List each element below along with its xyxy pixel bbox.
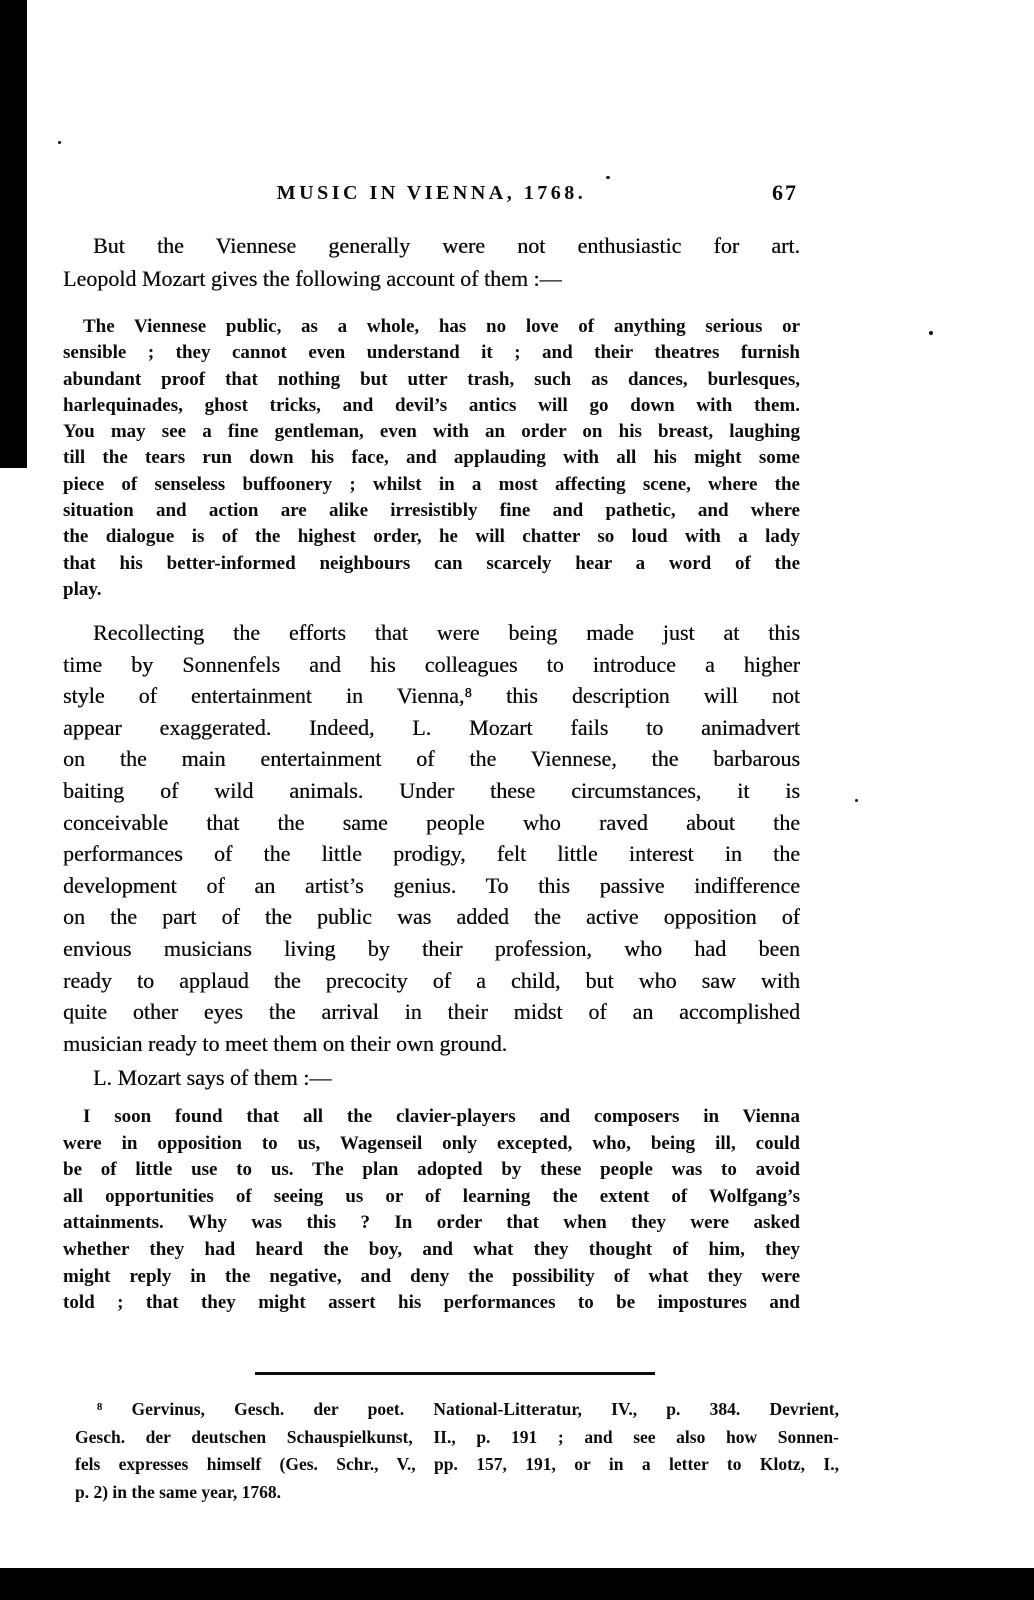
text-line: I soon found that all the clavier-players and composers in Vienna — [83, 1106, 800, 1127]
text-line: But the Viennese generally were not enthusiastic for art. — [93, 233, 800, 258]
text-line: sensible ; they cannot even understand it ; and their theatres furnish — [63, 342, 800, 364]
text-line: were in opposition to us, Wagenseil only excepted, who, being ill, could — [63, 1132, 800, 1154]
text-line: harlequinades, ghost tricks, and devil’s antics will go down with them. — [63, 394, 800, 416]
text-line: that his better-informed neighbours can scarcely hear a word of the — [63, 552, 800, 574]
text-line: all opportunities of seeing us or of learning the extent of Wolfgang’s — [63, 1185, 800, 1207]
text-line: on the main entertainment of the Viennese, the barbarous — [63, 746, 800, 772]
page-number: 67 — [772, 180, 798, 205]
paragraph-intro — [63, 229, 800, 295]
scan-speck — [58, 141, 61, 144]
text-line: musician ready to meet them on their own ground. — [63, 1030, 508, 1056]
running-head — [63, 182, 800, 205]
paragraph-recollecting — [63, 617, 800, 1059]
footnote — [75, 1396, 839, 1506]
scan-speck — [929, 331, 933, 335]
text-line: appear exaggerated. Indeed, L. Mozart fails to animadvert — [63, 714, 800, 740]
paragraph-mozart-says — [63, 1061, 800, 1094]
text-line: told ; that they might assert his performances to be impostures and — [63, 1292, 800, 1314]
text-line: on the part of the public was added the active opposition of — [63, 904, 800, 930]
text-line: You may see a fine gentleman, even with an order on his breast, laughing — [63, 421, 800, 443]
text-line: be of little use to us. The plan adopted by these people was to avoid — [63, 1159, 800, 1181]
scan-edge-bar-bottom — [0, 1568, 1034, 1600]
text-line: play. — [63, 578, 102, 600]
text-line: attainments. Why was this ? In order that when they were asked — [63, 1212, 800, 1234]
text-line: style of entertainment in Vienna,⁸ this description will not — [63, 683, 800, 709]
text-line: time by Sonnenfels and his colleagues to introduce a higher — [63, 651, 800, 677]
text-line: development of an artist’s genius. To this passive indifference — [63, 872, 800, 898]
text-line: baiting of wild animals. Under these circumstances, it is — [63, 777, 800, 803]
scan-speck — [855, 799, 858, 802]
text-line: abundant proof that nothing but utter trash, such as dances, burlesques, — [63, 368, 800, 390]
text-line: p. 2) in the same year, 1768. — [75, 1481, 281, 1502]
scan-speck — [606, 176, 610, 179]
text-line: L. Mozart says of them :— — [93, 1065, 332, 1090]
text-line: ⁸ Gervinus, Gesch. der poet. National-Litteratur, IV., p. 384. Devrient, — [97, 1399, 839, 1419]
text-line: situation and action are alike irresistibly fine and pathetic, and where — [63, 500, 800, 522]
text-line: till the tears run down his face, and applauding with all his might some — [63, 447, 800, 469]
text-line: whether they had heard the boy, and what they thought of him, they — [63, 1238, 800, 1260]
text-line: ready to applaud the precocity of a child, but who saw with — [63, 967, 800, 993]
text-line: Leopold Mozart gives the following account of them :— — [63, 266, 562, 291]
blockquote-clavier-players — [63, 1104, 800, 1317]
footnote-separator-rule — [255, 1372, 655, 1375]
text-line: The Viennese public, as a whole, has no love of anything serious or — [83, 316, 800, 337]
text-line: conceivable that the same people who raved about the — [63, 809, 800, 835]
text-line: the dialogue is of the highest order, he will chatter so loud with a lady — [63, 526, 800, 548]
text-line: performances of the little prodigy, felt little interest in the — [63, 841, 800, 867]
text-line: quite other eyes the arrival in their midst of an accomplished — [63, 999, 800, 1025]
page-title: MUSIC IN VIENNA, 1768. — [276, 182, 587, 204]
text-line: envious musicians living by their profession, who had been — [63, 935, 800, 961]
text-line: Recollecting the efforts that were being made just at this — [93, 620, 800, 645]
text-line: fels expresses himself (Ges. Schr., V., pp. 157, 191, or in a letter to Klotz, I., — [75, 1454, 839, 1475]
text-line: piece of senseless buffoonery ; whilst in a most affecting scene, where the — [63, 473, 800, 495]
text-line: might reply in the negative, and deny the possibility of what they were — [63, 1265, 800, 1287]
text-line: Gesch. der deutschen Schauspielkunst, II., p. 191 ; and see also how Sonnen- — [75, 1426, 839, 1447]
scan-edge-bar-left — [0, 0, 27, 468]
blockquote-viennese-public — [63, 314, 800, 603]
